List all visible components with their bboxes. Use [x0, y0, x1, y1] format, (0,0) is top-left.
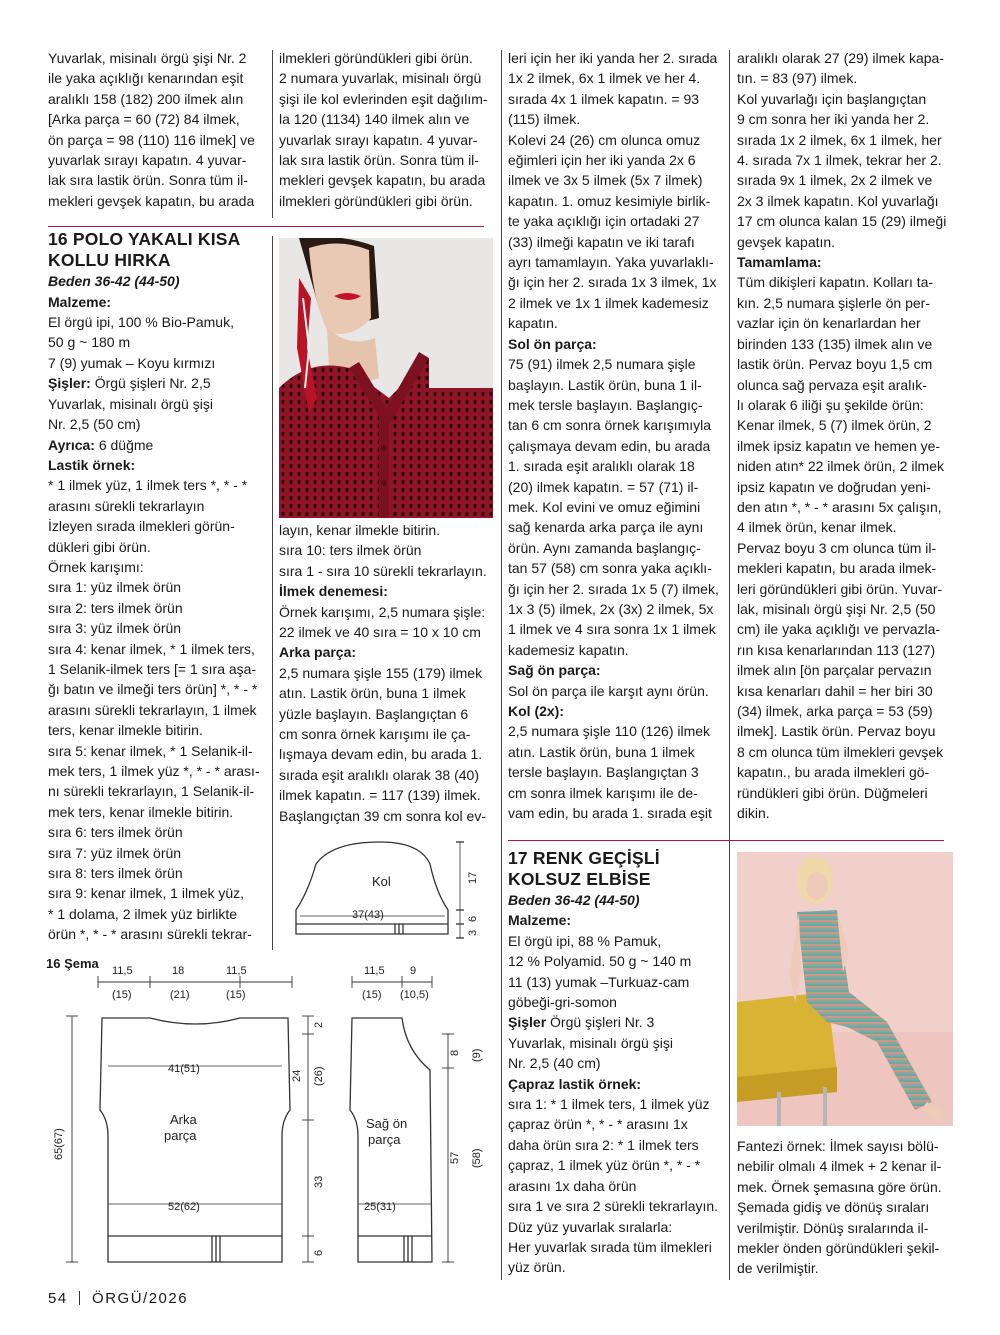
- svg-text:33: 33: [313, 1175, 325, 1188]
- left-front-label: Sol ön parça:: [508, 335, 597, 352]
- front-piece-name-2: parça: [368, 1132, 401, 1147]
- svg-text:(9): (9): [471, 1048, 483, 1062]
- front-piece-name-1: Sağ ön: [366, 1116, 408, 1131]
- svg-text:(26): (26): [313, 1066, 325, 1086]
- page-number: 54: [48, 1290, 68, 1307]
- svg-text:18: 18: [172, 965, 185, 977]
- material-label-17: Malzeme:: [508, 912, 572, 929]
- finishing-label: Tamamlama:: [737, 254, 822, 271]
- material-label: Malzeme:: [48, 293, 112, 310]
- needles-label-17: Şişler: [508, 1014, 547, 1031]
- cardigan-photo: [279, 238, 493, 518]
- svg-text:9: 9: [410, 965, 417, 977]
- col1-body: * 1 ilmek yüz, 1 ilmek ters *, * - * arasını sürekli tekrarlayın İzleyen sırada ilmekleri görün- dükleri gibi örün. Örnek karışımı: sıra 1: yüz ilmek örün sıra 2: ters ilmek örün sıra 3: yüz ilmek örün sıra 4: kenar ilmek, * 1 ilmek ters, 1 Selanik-ilmek ters [= 1 sıra aşa- ğı batın ve ilmeği ters örün] *, * - * arasını sürekli tekrarlayın, 1 ilmek ters, kenar ilmekle bitirin. sıra 5: kenar ilmek, * 1 Selanik-il- mek ters, 1 ilmek yüz *, * - * arası- nı sürekli tekrarlayın, 1 Selanik-il- mek ters, kenar ilmekle bitirin. sıra 6: ters ilmek örün sıra 7: yüz ilmek örün sıra 8: ters ilmek örün sıra 9: kenar ilmek, 1 ilmek yüz, * 1 dolama, 2 ilmek yüz birlikte örün *, * - * arasını sürekli tekrar-: [48, 477, 260, 943]
- cross-rib-label: Çapraz lastik örnek:: [508, 1075, 642, 1092]
- sleeve-label-text: Kol: [372, 874, 391, 889]
- col1-top-text: Yuvarlak, misinalı örgü şişi Nr. 2 ile yaka açıklığı kenarından eşit aralıklı 158 (182) 200 ilmek alın [Arka parça = 60 (72) 84 ilmek, ön parça = 98 (110) 116 ilmek] ve yuvarlak sırayı kapatın. 4 yuvar- lak sıra lastik örün. Sonra tüm il- mekleri gevşek kapatın, bu arada: [48, 50, 255, 209]
- also-label: Ayrıca:: [48, 436, 95, 453]
- back-piece-label: Arka parça:: [279, 644, 357, 661]
- svg-text:(15): (15): [362, 989, 382, 1001]
- pattern-16-size: Beden 36-42 (44-50): [48, 273, 180, 290]
- svg-text:6: 6: [313, 1249, 325, 1256]
- needles-label: Şişler:: [48, 375, 91, 392]
- rib-label: Lastik örnek:: [48, 456, 136, 473]
- svg-text:11,5: 11,5: [112, 965, 133, 977]
- svg-text:57: 57: [449, 1151, 461, 1164]
- back-piece-name-2: parça: [164, 1128, 197, 1143]
- back-width-bottom: 52(62): [168, 1201, 200, 1213]
- svg-text:(15): (15): [226, 989, 246, 1001]
- magazine-issue: ÖRGÜ/2026: [92, 1290, 189, 1307]
- svg-text:11,5: 11,5: [226, 965, 247, 977]
- svg-text:17: 17: [467, 871, 479, 884]
- back-width-top: 41(51): [168, 1063, 200, 1075]
- front-width: 25(31): [364, 1201, 396, 1213]
- svg-text:(10,5): (10,5): [400, 989, 429, 1001]
- svg-text:6: 6: [467, 915, 479, 922]
- svg-text:3: 3: [467, 929, 479, 936]
- back-piece-name-1: Arka: [170, 1112, 197, 1127]
- back-height: 65(67): [53, 1128, 65, 1160]
- sleeve-label: Kol (2x):: [508, 703, 564, 719]
- column-3-pattern-17: 17 RENK GEÇİŞLİ KOLSUZ ELBİSE Beden 36-42 (44-50) Malzeme: El örgü ipi, 88 % Pamuk, 12 % Polyamid. 50 g ~ 140 m 11 (13) yumak –Turkuaz-cam göbeği-gri-somon Şişler Örgü şişleri Nr. 3 Yuvarlak, misinalı örgü şişi Nr. 2,5 (40 cm) Çapraz lastik örnek: sıra 1: * 1 ilmek ters, 1 ilmek yüz çapraz örün *, * - * arasını 1x daha örün sıra 2: * 1 ilmek ters çapraz, 1 ilmek yüz örün *, * - * arasını 1x daha örün sıra 1 ve sıra 2 sürekli tekrarlayın. Düz yüz yuvarlak sıralarla: Her yuvarlak sırada tüm ilmekleri yüz örün.: [508, 848, 722, 1278]
- page-footer: [48, 1290, 188, 1307]
- column-1: Yuvarlak, misinalı örgü şişi Nr. 2 ile yaka açıklığı kenarından eşit aralıklı 158 (182) 200 ilmek alın [Arka parça = 60 (72) 84 ilmek, ön parça = 98 (110) 116 ilmek] ve yuvarlak sırayı kapatın. 4 yuvar- lak sıra lastik örün. Sonra tüm il- mekleri gevşek kapatın, bu arada 16 POLO YAKALI KISA KOLLU HIRKA Beden 36-42 (44-50) Malzeme: El örgü ipi, 100 % Bio-Pamuk, 50 g ~ 180 m 7 (9) yumak – Koyu kırmızı Şişler: Örgü şişleri Nr. 2,5 Yuvarlak, misinalı örgü şişi Nr. 2,5 (50 cm) Ayrıca: 6 düğme Lastik örnek: * 1 ilmek yüz, 1 ilmek ters *, * - * arasını sürekli tekrarlayın İzleyen sırada ilmekleri görün- dükleri gibi örün. Örnek karışımı: sıra 1: yüz ilmek örün sıra 2: ters ilmek örün sıra 3: yüz ilmek örün sıra 4: kenar ilmek, * 1 ilmek ters, 1 Selanik-ilmek ters [= 1 sıra aşa- ğı batın ve ilmeği ters örün] *, * - * arasını sürekli tekrarlayın, 1 ilmek ters, kenar ilmekle bitirin. sıra 5: kenar ilmek, * 1 Selanik-il- mek ters, 1 ilmek yüz *, * - * arası- nı sürekli tekrarlayın, 1 Selanik-il- mek ters, kenar ilmekle bitirin. sıra 6: ters ilmek örün sıra 7: yüz ilmek örün sıra 8: ters ilmek örün sıra 9: kenar ilmek, 1 ilmek yüz, * 1 dolama, 2 ilmek yüz birlikte örün *, * - * arasını sürekli tekrar-: [48, 48, 264, 945]
- pattern-17-title: 17 RENK GEÇİŞLİ KOLSUZ ELBİSE: [508, 848, 660, 889]
- pattern-16-title: 16 POLO YAKALI KISA KOLLU HIRKA: [48, 229, 241, 271]
- sleeve-width: 37(43): [352, 909, 384, 921]
- footer-divider: [79, 1291, 80, 1305]
- column-divider-1: [272, 50, 273, 218]
- svg-text:(58): (58): [471, 1148, 483, 1168]
- dress-photo: [737, 852, 953, 1126]
- svg-text:(15): (15): [112, 989, 132, 1001]
- svg-text:24: 24: [291, 1069, 303, 1082]
- pattern-17-size: Beden 36-42 (44-50): [508, 892, 640, 908]
- column-2-bottom: layın, kenar ilmekle bitirin. sıra 10: ters ilmek örün sıra 1 - sıra 10 sürekli tekrarlayın. İlmek denemesi: Örnek karışımı, 2,5 numara şişle: 22 ilmek ve 40 sıra = 10 x 10 cm Arka parça: 2,5 numara şişle 155 (179) ilmek atın. Lastik örün, buna 1 ilmek yüzle başlayın. Başlangıçtan 6 cm sonra örnek karışımı ile ça- lışmaya devam edin, bu arada 1. sırada eşit aralıklı olarak 38 (40) ilmek kapatın. = 117 (139) ilmek. Başlangıçtan 39 cm sonra kol ev-: [279, 522, 487, 824]
- dress-illustration: [737, 852, 953, 1126]
- column-2-top: ilmekleri göründükleri gibi örün. 2 numara yuvarlak, misinalı örgü şişi ile kol evlerinden eşit dağılım- la 120 (1134) 140 ilmek alın ve yuvarlak sırayı kapatın. 4 yuvar- lak sıra lastik örün. Sonra tüm il- mekleri gevşek kapatın, bu arada ilmekleri göründükleri gibi örün.: [279, 50, 488, 209]
- svg-text:2: 2: [313, 1021, 325, 1028]
- section-rule-17: [508, 840, 944, 841]
- cardigan-illustration: [279, 238, 493, 518]
- sleeve-schematic: [280, 836, 496, 952]
- column-divider-1b: [272, 236, 273, 950]
- svg-text:(21): (21): [170, 989, 190, 1001]
- column-divider-3: [729, 50, 730, 1280]
- body-schematic: [46, 960, 496, 1280]
- svg-text:11,5: 11,5: [364, 965, 385, 977]
- column-divider-2: [501, 50, 502, 1280]
- schema-label: 16 Şema: [46, 956, 99, 971]
- column-4: aralıklı olarak 27 (29) ilmek kapa- tın. = 83 (97) ilmek. Kol yuvarlağı için başlangıçtan 9 cm sonra her iki yanda her 2. sırada 1x 2 ilmek, 6x 1 ilmek, her 4. sırada 7x 1 ilmek, tekrar her 2. sırada 9x 1 ilmek, 2x 2 ilmek ve 2x 3 ilmek kapatın. Kol yuvarlağı 17 cm olunca kalan 15 (29) ilmeği gevşek kapatın. Tamamlama: Tüm dikişleri kapatın. Kolları ta- kın. 2,5 numara şişlerle ön per- vazlar için ön kenarlardan her birinden 133 (135) ilmek alın ve lastik örün. Pervaz boyu 1,5 cm olunca sağ pervaza eşit aralık- lı olarak 6 iliği şu şekilde örün: Kenar ilmek, 5 (7) ilmek örün, 2 ilmek ipsiz kapatın ve hemen ye- niden atın* 22 ilmek örün, 2 ilmek ipsiz kapatın ve doğrudan yeni- den atın *, * - * arasını 5x çalışın, 4 ilmek örün, kenar ilmek. Pervaz boyu 3 cm olunca tüm il- mekleri kapatın, bu arada ilmek- leri göründükleri gibi örün. Yuvar- lak, misinalı örgü şişi Nr. 2,5 (50 cm) ile yaka açıklığı ve pervazla- rın kısa kenarlarından 113 (127) ilmek alın [ön parçalar pervazın kısa kenarları dahil = her biri 30 (34) ilmek, arka parça = 53 (59) ilmek]. Lastik örün. Pervaz boyu 8 cm olunca tüm ilmekleri gevşek kapatın., bu arada ilmekleri gö- ründükleri gibi örün. Düğmeleri dikin.: [737, 50, 947, 822]
- gauge-label: İlmek denemesi:: [279, 583, 388, 600]
- column-4-bottom: Fantezi örnek: İlmek sayısı bölü- nebilir olmalı 4 ilmek + 2 kenar il- mek. Örnek şemasına göre örün. Şemada gidiş ve dönüş sıraları verilmiştir. Dönüş sıralarında il- mekler önden göründükleri şekil- de verilmiştir.: [737, 1138, 942, 1277]
- right-front-label: Sağ ön parça:: [508, 662, 601, 679]
- column-3: leri için her iki yanda her 2. sırada 1x 2 ilmek, 6x 1 ilmek ve her 4. sırada 4x 1 ilmek kapatın. = 93 (115) ilmek. Kolevi 24 (26) cm olunca omuz eğimleri için her iki yanda 2x 6 ilmek ve 3x 5 ilmek (5x 7 ilmek) kapatın. 1. omuz kesimiyle birlik- te yaka açıklığı için ortadaki 27 (33) ilmeği kapatın ve iki tarafı ayrı tamamlayın. Yaka yuvarlaklı- ğı için her 2. sırada 1x 3 ilmek, 1x 2 ilmek ve 1x 1 ilmek kademesiz kapatın. Sol ön parça: 75 (91) ilmek 2,5 numara şişle başlayın. Lastik örün, buna 1 il- mek tersle başlayın. Başlangıç- tan 6 cm sonra örnek karışımıyla çalışmaya devam edin, bu arada 1. sırada eşit aralıklı olarak 18 (20) ilmek kapatın. = 57 (71) il- mek. Kol evini ve omuz eğimini sağ kenarda arka parça ile aynı örün. Aynı zamanda başlangıç- tan 57 (58) cm sonra yaka açıklı- ğı için her 2. sırada 1x 5 (7) ilmek, 1x 3 (5) ilmek, 2x (3x) 2 ilmek, 5x 1 ilmek ve 4 sıra sonra 1x 1 ilmek kademesiz kapatın. Sağ ön parça: Sol ön parça ile karşıt aynı örün. Kol (2x): 2,5 numara şişle 110 (126) ilmek atın. Lastik örün, buna 1 ilmek tersle başlayın. Başlangıçtan 3 cm sonra ilmek karışımı ile de- vam edin, bu arada 1. sırada eşit: [508, 50, 719, 822]
- svg-text:8: 8: [449, 1049, 461, 1056]
